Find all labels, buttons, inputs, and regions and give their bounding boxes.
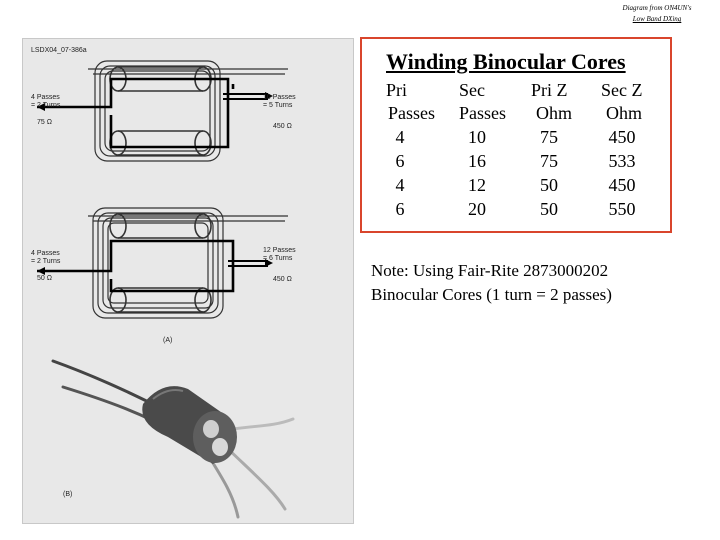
header-sec-passes-line-2: Passes (459, 103, 507, 123)
credit-line-1: Diagram from ON4UN's (622, 4, 692, 12)
table-cell: 50 (540, 199, 558, 219)
note-line-2: Binocular Cores (1 turn = 2 passes) (371, 285, 612, 304)
diagram-a-left-label-1: 4 Passes (31, 94, 60, 101)
diagram-b-right-label-2: = 6 Turns (263, 255, 293, 262)
table-cell: 50 (540, 175, 558, 195)
header-sec-z-line-2: Ohm (606, 103, 642, 123)
header-pri-z-line-1: Pri Z (531, 80, 568, 100)
table-cell: 20 (468, 199, 486, 219)
table-cell: 4 (395, 127, 405, 147)
figure-panel (22, 38, 354, 524)
table-cell: 450 (608, 127, 636, 147)
figure-code: LSDX04_07-386a (31, 47, 87, 54)
table-cell: 6 (395, 199, 405, 219)
winding-table (360, 37, 672, 233)
table-cell: 450 (608, 175, 636, 195)
diagram-a-left-label-3: 75 Ω (37, 119, 52, 126)
diagram-b-left-arrow (37, 267, 45, 275)
credit-note (602, 3, 712, 25)
table-cell: 75 (540, 127, 558, 147)
header-sec-passes-line-1: Sec (459, 80, 485, 100)
diagram-a-left-label-2: = 2 Turns (31, 102, 61, 109)
diagram-a-right-label-3: 450 Ω (273, 123, 292, 130)
credit-line-2: Low Band DXing (632, 15, 682, 23)
diagram-a-right-label-1: 10 Passes (263, 94, 296, 101)
caption-a: (A) (163, 337, 173, 344)
header-sec-z-line-1: Sec Z (601, 80, 643, 100)
diagram-b-right-label-1: 12 Passes (263, 247, 296, 254)
table-cell: 75 (540, 151, 558, 171)
photo-ferrite-core (142, 386, 237, 464)
header-pri-passes-line-2: Passes (388, 103, 436, 123)
table-cell: 16 (468, 151, 486, 171)
diagram-a-secondary-lead (223, 94, 268, 99)
diagram-b-left-label-2: = 2 Turns (31, 258, 61, 265)
header-pri-z-line-2: Ohm (536, 103, 572, 123)
table-cell: 12 (468, 175, 486, 195)
table-cell: 10 (468, 127, 486, 147)
table-cell: 6 (395, 151, 405, 171)
caption-b: (B) (63, 491, 73, 498)
binocular-core-illustration (23, 39, 353, 523)
note-text (371, 259, 612, 307)
table-cell: 550 (608, 199, 636, 219)
note-line-1: Note: Using Fair-Rite 2873000202 (371, 261, 609, 280)
diagram-b-primary-wire (37, 241, 233, 291)
table-cell: 4 (395, 175, 405, 195)
table-cell: 533 (608, 151, 636, 171)
diagram-a-primary-wire (37, 79, 233, 147)
diagram-b-windings (88, 208, 288, 318)
diagram-b-right-label-3: 450 Ω (273, 276, 292, 283)
diagram-b-left-label-1: 4 Passes (31, 250, 60, 257)
diagram-a-right-label-2: = 5 Turns (263, 102, 293, 109)
diagram-b-core (110, 214, 211, 312)
header-pri-passes-line-1: Pri (386, 80, 408, 100)
diagram-b-left-label-3: 50 Ω (37, 275, 52, 282)
table-title: Winding Binocular Cores (386, 49, 626, 74)
